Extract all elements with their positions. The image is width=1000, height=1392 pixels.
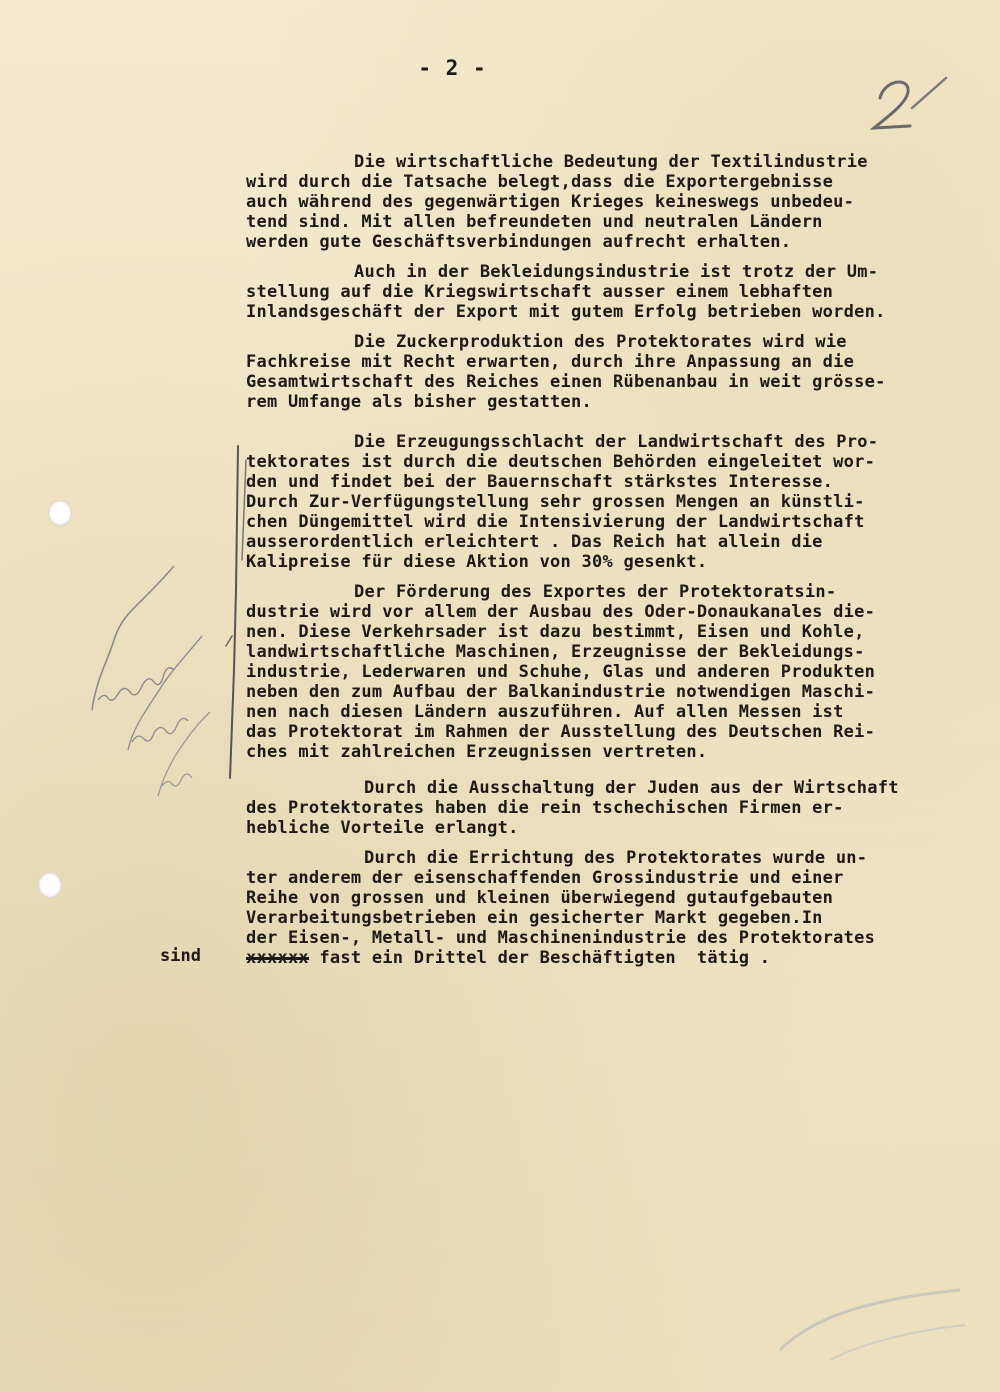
text-line: Auch in der Bekleidungsindustrie ist trotz der Um- <box>354 262 879 282</box>
pencil-margin-notes-icon <box>62 560 232 800</box>
paragraph-export <box>246 582 986 762</box>
text-line-final <box>246 948 986 968</box>
paragraph-textile <box>246 152 986 252</box>
text-line: tektorates ist durch die deutschen Behörden eingeleitet wor- <box>246 452 876 472</box>
paragraph-industry <box>246 848 986 968</box>
margin-insertion-word: sind <box>160 946 201 966</box>
text-line: Reihe von grossen und kleinen überwiegend gutaufgebauten <box>246 888 834 908</box>
text-line: Der Förderung des Exportes der Protektoratsin- <box>354 582 837 602</box>
paragraph-agriculture <box>246 432 986 572</box>
text-line: Die wirtschaftliche Bedeutung der Textilindustrie <box>354 152 868 172</box>
text-line: werden gute Geschäftsverbindungen aufrecht erhalten. <box>246 232 792 252</box>
text-line: wird durch die Tatsache belegt,dass die Exportergebnisse <box>246 172 834 192</box>
page-number: - 2 - <box>418 56 487 80</box>
text-line: dustrie wird vor allem der Ausbau des Oder-Donaukanales die- <box>246 602 876 622</box>
text-line: nen. Diese Verkehrsader ist dazu bestimmt, Eisen und Kohle, <box>246 622 865 642</box>
text-line: hebliche Vorteile erlangt. <box>246 818 519 838</box>
text-line: ter anderem der eisenschaffenden Grossindustrie und einer <box>246 868 844 888</box>
handwritten-page-number <box>862 68 952 148</box>
text-line: den und findet bei der Bauernschaft stärkstes Interesse. <box>246 472 834 492</box>
text-line: chen Düngemittel wird die Intensivierung der Landwirtschaft <box>246 512 865 532</box>
paragraph-clothing <box>246 262 986 322</box>
text-line: Fachkreise mit Recht erwarten, durch ihre Anpassung an die <box>246 352 855 372</box>
text-line: Inlandsgeschäft der Export mit gutem Erfolg betrieben worden. <box>246 302 886 322</box>
text-line: Durch die Errichtung des Protektorates wurde un- <box>364 848 868 868</box>
punch-hole <box>38 872 62 898</box>
faint-stamp-icon <box>770 1280 970 1370</box>
text-line: Verarbeitungsbetrieben ein gesicherter Markt gegeben.In <box>246 908 823 928</box>
text-line: ches mit zahlreichen Erzeugnissen vertreten. <box>246 742 708 762</box>
punch-hole <box>48 500 72 526</box>
text-line: Kalipreise für diese Aktion von 30% gesenkt. <box>246 552 708 572</box>
text-line: Durch die Ausschaltung der Juden aus der Wirtschaft <box>364 778 899 798</box>
text-line: auch während des gegenwärtigen Krieges keineswegs unbedeu- <box>246 192 855 212</box>
final-line-tail: fast ein Drittel der Beschäftigten tätig . <box>308 948 771 968</box>
text-line: des Protektorates haben die rein tschechischen Firmen er- <box>246 798 844 818</box>
paragraph-sugar <box>246 332 986 412</box>
text-line: ausserordentlich erleichtert . Das Reich hat allein die <box>246 532 823 552</box>
text-line: rem Umfange als bisher gestatten. <box>246 392 593 412</box>
text-line: Durch Zur-Verfügungstellung sehr grossen Mengen an künstli- <box>246 492 865 512</box>
text-line: Die Erzeugungsschlacht der Landwirtschaft des Pro- <box>354 432 879 452</box>
text-line: nen nach diesen Ländern auszuführen. Auf allen Messen ist <box>246 702 844 722</box>
text-line: der Eisen-, Metall- und Maschinenindustrie des Protektorates <box>246 928 876 948</box>
text-line: industrie, Lederwaren und Schuhe, Glas und anderen Produkten <box>246 662 876 682</box>
text-line: Gesamtwirtschaft des Reiches einen Rübenanbau in weit grösse- <box>246 372 886 392</box>
text-line: stellung auf die Kriegswirtschaft ausser einem lebhaften <box>246 282 834 302</box>
text-line: neben den zum Aufbau der Balkanindustrie notwendigen Maschi- <box>246 682 876 702</box>
struck-out-word: xxxxxx <box>246 948 309 968</box>
paragraph-firms <box>246 778 986 838</box>
text-line: landwirtschaftliche Maschinen, Erzeugnisse der Bekleidungs- <box>246 642 865 662</box>
text-line: tend sind. Mit allen befreundeten und neutralen Ländern <box>246 212 823 232</box>
text-line: das Protektorat im Rahmen der Ausstellung des Deutschen Rei- <box>246 722 876 742</box>
text-line: Die Zuckerproduktion des Protektorates wird wie <box>354 332 847 352</box>
